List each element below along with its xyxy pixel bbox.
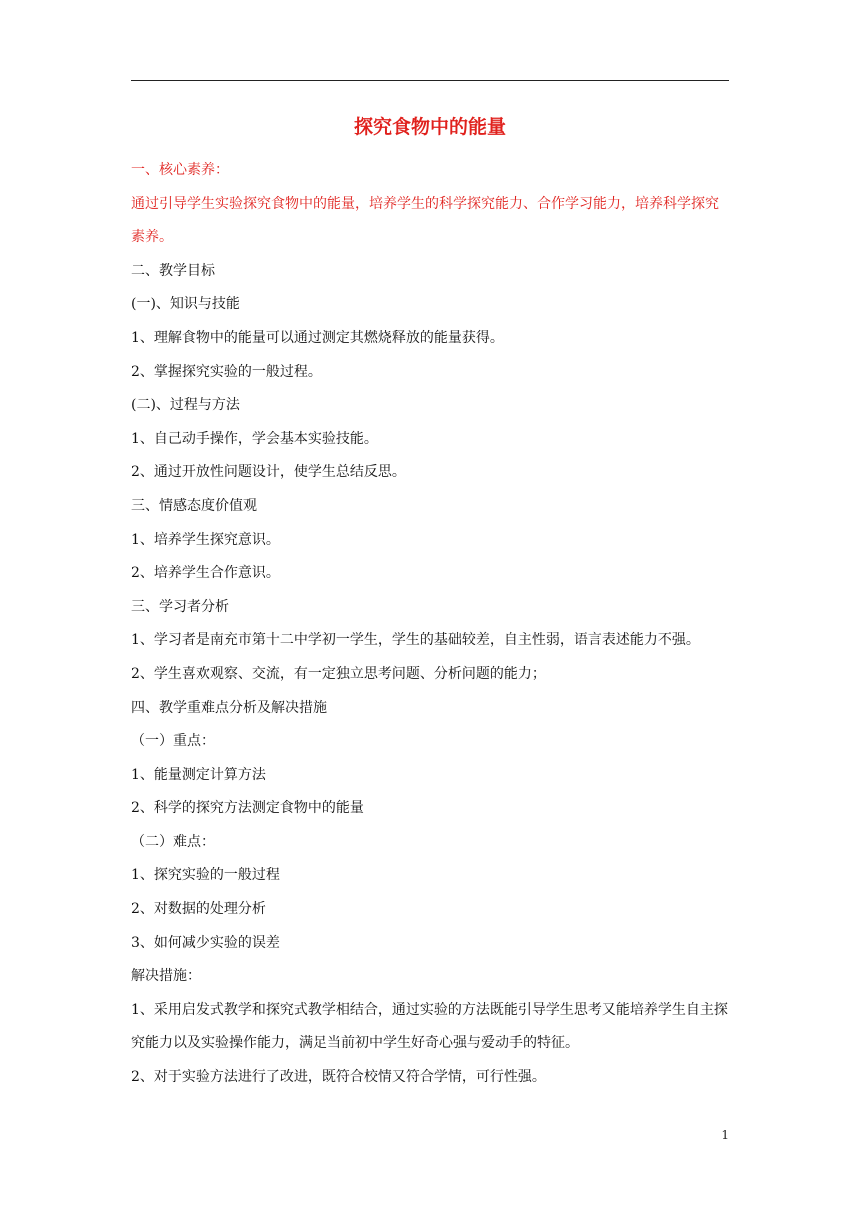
list-item: 3、如何减少实验的误差 xyxy=(131,934,280,951)
list-item: 2、掌握探究实验的一般过程。 xyxy=(131,363,322,380)
list-item: 1、采用启发式教学和探究式教学相结合，通过实验的方法既能引导学生思考又能培养学生自主探究能力以及实验操作能力，满足当前初中学生好奇心强与爱动手的特征。 xyxy=(131,1001,728,1052)
list-item: 1、培养学生探究意识。 xyxy=(131,531,280,548)
list-item: 2、培养学生合作意识。 xyxy=(131,565,280,582)
list-item: 2、学生喜欢观察、交流，有一定独立思考问题、分析问题的能力； xyxy=(131,665,546,682)
subheading-solutions: 解决措施： xyxy=(131,968,201,985)
section-heading-learner-analysis: 三、学习者分析 xyxy=(131,598,229,615)
document-title: 探究食物中的能量 xyxy=(353,116,506,138)
subheading-key-points: （一）重点： xyxy=(131,733,215,750)
section-heading-attitude-values: 三、情感态度价值观 xyxy=(131,497,257,514)
list-item: 1、理解食物中的能量可以通过测定其燃烧释放的能量获得。 xyxy=(131,329,504,346)
list-item: 1、探究实验的一般过程 xyxy=(131,867,280,884)
list-item: 2、科学的探究方法测定食物中的能量 xyxy=(131,800,364,817)
list-item: 2、对于实验方法进行了改进，既符合校情又符合学情，可行性强。 xyxy=(131,1069,546,1086)
subheading-knowledge-skills: (一)、知识与技能 xyxy=(131,296,240,313)
list-item: 2、通过开放性问题设计，使学生总结反思。 xyxy=(131,464,406,481)
list-item: 2、对数据的处理分析 xyxy=(131,901,266,918)
subheading-process-method: (二)、过程与方法 xyxy=(131,397,240,414)
header-rule xyxy=(131,80,729,81)
section-heading-core-literacy: 一、核心素养： xyxy=(131,162,229,178)
list-item: 1、能量测定计算方法 xyxy=(131,766,266,783)
core-literacy-paragraph: 通过引导学生实验探究食物中的能量，培养学生的科学探究能力、合作学习能力，培养科学探究素养。 xyxy=(131,195,719,246)
document-body xyxy=(131,154,731,1095)
list-item: 1、自己动手操作，学会基本实验技能。 xyxy=(131,430,378,447)
page-number: 1 xyxy=(721,1128,729,1142)
section-heading-key-difficult-points: 四、教学重难点分析及解决措施 xyxy=(131,699,327,716)
subheading-difficult-points: （二）难点： xyxy=(131,833,215,850)
list-item: 1、学习者是南充市第十二中学初一学生，学生的基础较差，自主性弱，语言表述能力不强。 xyxy=(131,632,700,649)
section-heading-teaching-goals: 二、教学目标 xyxy=(131,262,215,279)
